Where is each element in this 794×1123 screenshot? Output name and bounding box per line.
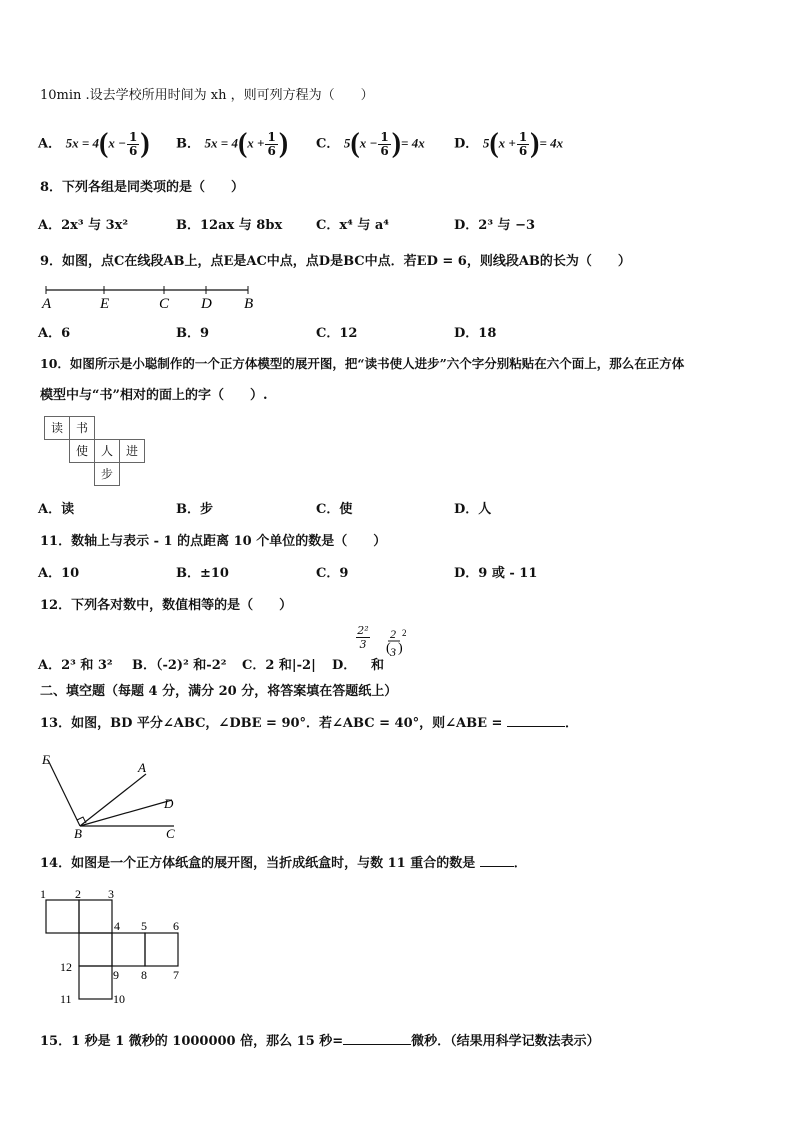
q8-stem: 8．下列各组是同类项的是（ ） (40, 180, 245, 195)
q8-option-b[interactable]: B．12ax 与 8bx (176, 218, 283, 233)
point-d-label: D (201, 296, 212, 312)
q11-option-d[interactable]: D．9 或 - 11 (454, 566, 538, 581)
option-label: C． (316, 136, 340, 152)
expr: x − (108, 135, 127, 151)
q12-option-d[interactable] (332, 654, 356, 673)
net-number: 2 (75, 887, 81, 901)
point-a-label: A (42, 296, 52, 312)
expr: x − (359, 135, 378, 151)
point-b-label: B (244, 296, 254, 312)
q15-stem-end: 微秒．（结果用科学记数法表示） (411, 1034, 600, 1049)
net-number: 9 (113, 968, 119, 982)
q10-option-a[interactable]: A．读 (38, 502, 75, 517)
expr: 5x = 4 (65, 135, 100, 151)
q10-stem-line1: 10．如图所示是小聪制作的一个正方体模型的展开图，把“读书使人进步”六个字分别粘贴在六个面上，那么在正方体 (40, 356, 685, 371)
net-number: 7 (173, 968, 179, 982)
numerator: 1 (518, 129, 528, 144)
q10-option-c[interactable]: C．使 (316, 502, 353, 517)
denominator: 6 (129, 143, 138, 158)
svg-text:2: 2 (390, 627, 396, 641)
section-title: 二、填空题（每题 4 分，满分 20 分，将答案填在答题纸上） (40, 684, 398, 699)
net-cell: 人 (94, 439, 120, 463)
expr: 5 (343, 135, 351, 151)
net-number: 3 (108, 887, 114, 901)
q7-option-a[interactable]: A． 5x = 4(x − $\frac{1}{6}$ ) (38, 128, 150, 159)
q13-angle-diagram (38, 748, 188, 840)
net-number: 12 (60, 960, 72, 974)
q9-option-d[interactable]: D．18 (454, 326, 497, 341)
net-cell: 步 (94, 462, 120, 486)
q13-answer-blank[interactable] (507, 726, 565, 727)
q14-answer-blank[interactable] (480, 866, 514, 867)
q11-option-b[interactable]: B．±10 (176, 566, 229, 581)
q14-stem (40, 852, 527, 871)
net-cell: 进 (119, 439, 145, 463)
q13-stem (40, 712, 578, 731)
denominator: 6 (518, 143, 528, 158)
expr: x + (498, 135, 516, 151)
net-cell: 读 (44, 416, 70, 440)
expr: x + (247, 135, 265, 151)
q15-answer-blank[interactable] (343, 1044, 411, 1045)
q12-d-left-fraction (356, 624, 370, 651)
q9-option-a[interactable]: A．6 (38, 326, 71, 341)
expr: 5 (482, 135, 490, 151)
q9-option-b[interactable]: B．9 (176, 326, 210, 341)
expr: = 4x (401, 135, 425, 151)
option-label: D． (332, 658, 357, 673)
net-number: 4 (114, 919, 120, 933)
q12-option-a[interactable]: A．2³ 和 3² (38, 658, 113, 673)
label-d: D (164, 796, 174, 811)
q8-option-c[interactable]: C．x⁴ 与 a⁴ (316, 218, 389, 233)
denominator: 3 (359, 638, 367, 651)
q11-option-c[interactable]: C．9 (316, 566, 349, 581)
q13-stem-text: 13．如图，BD 平分∠ABC，∠DBE = 90°．若∠ABC = 40°，则∠ABE = (40, 716, 503, 731)
q10-option-d[interactable]: D．人 (454, 502, 492, 517)
q12-d-and: 和 (371, 658, 385, 673)
q14-stem-end: ． (513, 856, 527, 871)
net-number: 1 (40, 887, 46, 901)
expr: 5x = 4 (204, 135, 238, 151)
q15-stem (40, 1030, 600, 1049)
q9-segment-diagram (38, 282, 268, 312)
net-number: 5 (141, 919, 147, 933)
net-number: 11 (60, 992, 72, 1006)
svg-text:(: ( (386, 641, 391, 656)
label-b: B (74, 826, 82, 840)
option-label: D． (454, 136, 479, 152)
q10-stem-line2: 模型中与“书”相对的面上的字（ ）. (40, 388, 268, 403)
svg-text:): ) (398, 641, 403, 656)
q13-stem-end: ． (564, 716, 578, 731)
q7-option-d[interactable]: D． 5(x + $\frac{1}{6}$ )= 4x (454, 128, 564, 159)
label-a: A (138, 760, 146, 775)
q14-cube-net (38, 884, 188, 1008)
net-cell: 使 (69, 439, 95, 463)
q14-stem-text: 14．如图是一个正方体纸盒的展开图，当折成纸盒时，与数 11 重合的数是 (40, 856, 476, 871)
numerator: 1 (267, 129, 276, 144)
numerator: 1 (129, 129, 138, 144)
q10-cube-net (44, 416, 154, 492)
q11-stem: 11．数轴上与表示 - 1 的点距离 10 个单位的数是（ ） (40, 534, 387, 549)
q8-option-a[interactable]: A．2x³ 与 3x² (38, 218, 129, 233)
q9-stem: 9．如图，点C在线段AB上，点E是AC中点，点D是BC中点．若ED = 6，则线段AB的长为（ ） (40, 254, 631, 269)
q10-option-b[interactable]: B．步 (176, 502, 213, 517)
numerator: 2² (357, 624, 369, 637)
svg-text:2: 2 (402, 628, 407, 638)
denominator: 6 (267, 143, 276, 158)
net-number: 6 (173, 919, 179, 933)
option-label: A． (38, 136, 62, 152)
net-number: 10 (113, 992, 125, 1006)
net-cell: 书 (69, 416, 95, 440)
denominator: 6 (380, 143, 389, 158)
expr: = 4x (539, 135, 564, 151)
q12-stem: 12．下列各对数中，数值相等的是（ ） (40, 598, 293, 613)
q7-option-c[interactable]: C． 5(x − $\frac{1}{6}$ )= 4x (316, 128, 425, 159)
label-c: C (166, 826, 175, 840)
q12-option-c[interactable]: C．2 和|-2| (242, 658, 316, 673)
numerator: 1 (380, 129, 389, 144)
q7-stem: 10min .设去学校所用时间为 xh ，则可列方程为（ ） (40, 88, 374, 103)
q12-d-right-expression (386, 626, 416, 666)
q9-option-c[interactable]: C．12 (316, 326, 358, 341)
net-number: 8 (141, 968, 147, 982)
q15-stem-text: 15．1 秒是 1 微秒的 1000000 倍，那么 15 秒= (40, 1034, 344, 1049)
q11-option-a[interactable]: A．10 (38, 566, 80, 581)
label-e: E (42, 752, 50, 767)
q8-option-d[interactable]: D．2³ 与 −3 (454, 218, 536, 233)
point-e-label: E (100, 296, 110, 312)
q12-option-b[interactable]: B．（-2)² 和-2² (132, 658, 227, 673)
point-c-label: C (159, 296, 170, 312)
option-label: B． (176, 136, 200, 152)
q7-option-b[interactable]: B． 5x = 4(x + $\frac{1}{6}$ ) (176, 128, 289, 159)
svg-text:3: 3 (390, 645, 396, 659)
